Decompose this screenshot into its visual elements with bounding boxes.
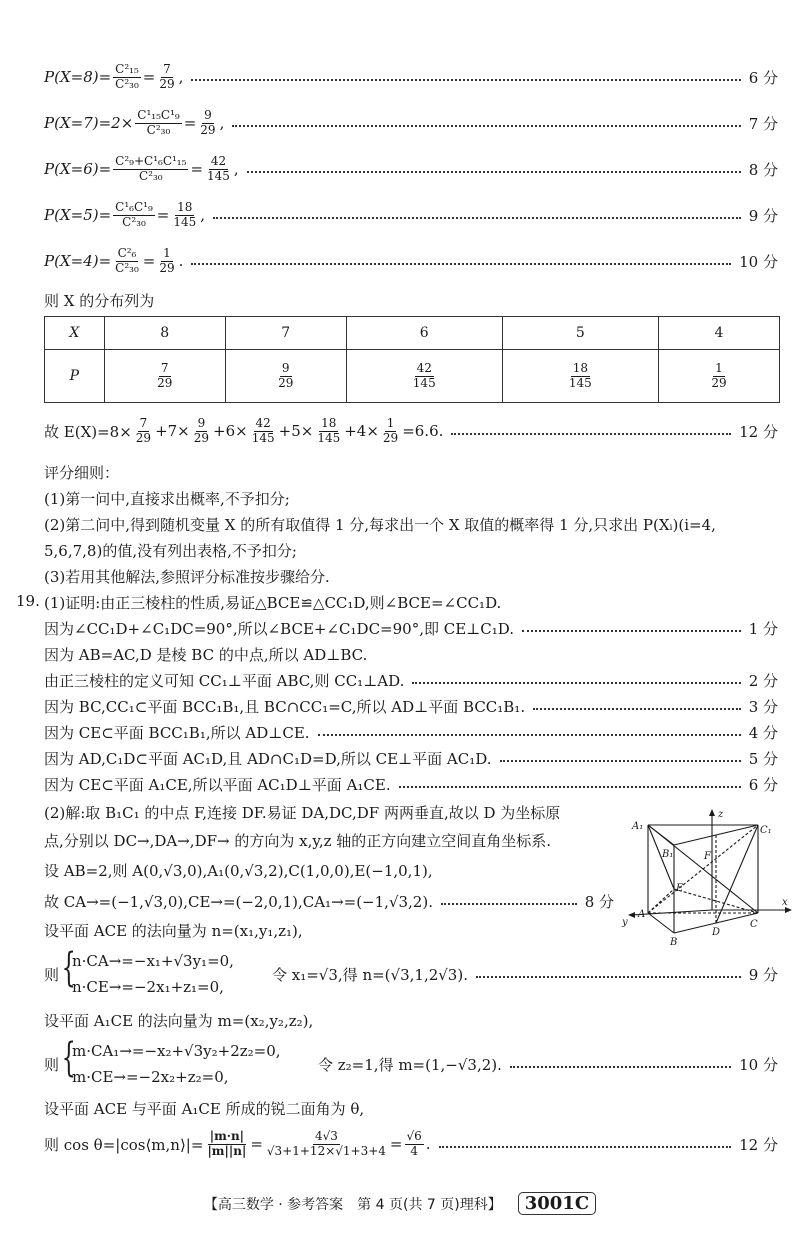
- term: +5×: [278, 422, 314, 440]
- prob-lhs: P(X=4)=: [44, 252, 112, 270]
- leader-dots: [441, 902, 577, 905]
- frac-num: 18: [572, 360, 588, 375]
- table-cell: 6: [346, 317, 502, 350]
- expectation-line: [44, 414, 778, 448]
- table-header-x: X: [45, 317, 105, 350]
- score: 2 分: [748, 671, 778, 690]
- rubric-title: 评分细则：: [44, 464, 120, 482]
- rubric-item: (1)第一问中,直接求出概率,不予扣分;: [44, 490, 290, 508]
- frac-num: 1: [715, 360, 723, 375]
- label-a1: A₁: [632, 821, 644, 832]
- proof-text: 因为∠CC₁D+∠C₁DC=90°,所以∠BCE+∠C₁DC=90°,即 CE⊥C₁D.: [44, 619, 515, 638]
- frac-num: 9: [197, 415, 206, 430]
- proof-line: [44, 668, 778, 692]
- table-cell: [225, 350, 346, 403]
- label-z: z: [718, 809, 724, 820]
- frac-num: 7: [163, 61, 171, 76]
- frac-den: 4: [410, 1143, 418, 1158]
- vector-text: 故 CA→=(−1,√3,0),CE→=(−2,0,1),CA₁→=(−1,√3,2).: [44, 892, 433, 911]
- comb-fraction: [113, 63, 141, 92]
- leader-dots: [412, 681, 740, 684]
- punct: .: [178, 252, 184, 270]
- prob-line-x8: [44, 62, 778, 92]
- z-arrow-icon: [709, 809, 715, 816]
- proof-text: 因为 CE⊂平面 A₁CE,所以平面 AC₁D⊥平面 A₁CE.: [44, 775, 391, 794]
- frac-num: 7: [160, 360, 169, 375]
- punct: .: [425, 1135, 431, 1153]
- comb-fraction: [113, 247, 141, 276]
- proof-line: (1)证明:由正三棱柱的性质,易证△BCE≌△CC₁D,则∠BCE=∠CC₁D.: [44, 594, 502, 612]
- frac-den: 29: [159, 260, 175, 275]
- solution-line: 设平面 ACE 与平面 A₁CE 所成的锐二面角为 θ,: [44, 1100, 365, 1118]
- term: +4×: [344, 422, 379, 440]
- leader-dots: [522, 629, 741, 632]
- frac-num: √6: [406, 1128, 422, 1143]
- frac-num: 7: [139, 415, 148, 430]
- frac-num: C²₉+C¹₆C¹₁₅: [115, 153, 187, 168]
- proof-line: [44, 720, 778, 744]
- score: 8 分: [584, 892, 614, 911]
- table-row-x: [45, 317, 780, 350]
- proof-text: 因为 AD,C₁D⊂平面 AC₁D,且 AD∩C₁D=D,所以 CE⊥平面 AC₁D.: [44, 749, 492, 768]
- prob-lhs: P(X=8)=: [44, 68, 112, 86]
- comb-fraction: [113, 155, 188, 184]
- y-arrow-icon: [628, 912, 635, 918]
- leader-dots: [439, 1145, 732, 1148]
- frac-num: C²₆: [117, 245, 137, 260]
- proof-text: 由正三棱柱的定义可知 CC₁⊥平面 ABC,则 CC₁⊥AD.: [44, 671, 405, 690]
- frac-num: C¹₁₅C¹₉: [137, 107, 180, 122]
- system-label: 则: [44, 1056, 60, 1074]
- proof-line: 因为 AB=AC,D 是棱 BC 的中点,所以 AD⊥BC.: [44, 646, 368, 664]
- system-eq: n·CA→=−x₁+√3y₁=0,: [72, 952, 234, 970]
- leader-dots: [191, 78, 740, 81]
- rubric-item: (3)若用其他解法,参照评分标准按步骤给分.: [44, 568, 330, 586]
- leader-dots: [476, 975, 741, 978]
- score: 8 分: [748, 160, 778, 179]
- frac-num: C²₁₅: [115, 61, 139, 76]
- frac-den: 29: [278, 375, 294, 390]
- leader-dots: [399, 785, 741, 788]
- table-cell: [502, 350, 658, 403]
- leader-dots: [500, 759, 741, 762]
- label-b1: B₁: [662, 849, 674, 860]
- score: 12 分: [739, 422, 778, 441]
- frac-den: 145: [568, 375, 592, 390]
- score: 9 分: [748, 965, 778, 984]
- prob-lhs: P(X=7)=2×: [44, 114, 134, 132]
- table-cell: 8: [104, 317, 225, 350]
- result-text: 令 z₂=1,得 m=(1,−√3,2).: [318, 1055, 502, 1074]
- frac-den: 29: [135, 430, 152, 445]
- frac-den: 29: [193, 430, 210, 445]
- label-e: E: [676, 883, 684, 894]
- table-cell: 5: [502, 317, 658, 350]
- equals: =: [389, 1135, 403, 1153]
- result-fraction: [198, 109, 217, 138]
- leader-dots: [510, 1065, 731, 1068]
- frac-num: C¹₆C¹₉: [115, 199, 153, 214]
- frac-num: 42: [416, 360, 432, 375]
- frac-den: 145: [173, 214, 197, 229]
- frac-den: 145: [251, 430, 275, 445]
- label-y: y: [622, 917, 628, 928]
- prism-figure: [618, 805, 792, 955]
- system-eq: n·CE→=−2x₁+z₁=0,: [72, 978, 224, 996]
- prob-line-x6: [44, 154, 778, 184]
- page-footer: [0, 1192, 800, 1215]
- frac-den: 29: [200, 122, 216, 137]
- frac-den: 29: [157, 375, 173, 390]
- label-f: F: [704, 851, 711, 862]
- line-ae: [648, 889, 674, 913]
- proof-text: 因为 CE⊂平面 BCC₁B₁,所以 AD⊥CE.: [44, 723, 310, 742]
- proof-line: [44, 746, 778, 770]
- frac-num: 18: [177, 199, 193, 214]
- punct: ,: [233, 160, 239, 178]
- score: 10 分: [739, 1055, 778, 1074]
- frac-den: 29: [382, 430, 399, 445]
- prob-line-x5: [44, 200, 778, 230]
- frac-den: 29: [711, 375, 727, 390]
- paper-code: 3001C: [518, 1192, 596, 1215]
- prob-lhs: P(X=6)=: [44, 160, 112, 178]
- equals: =: [190, 160, 204, 178]
- frac-den: √3+1+12×√1+3+4: [266, 1143, 386, 1158]
- table-cell: [346, 350, 502, 403]
- frac-den: C²₃₀: [115, 76, 139, 91]
- distribution-intro: 则 X 的分布列为: [44, 292, 155, 310]
- solution-line: 设平面 ACE 的法向量为 n=(x₁,y₁,z₁),: [44, 922, 303, 940]
- solution-line: (2)解:取 B₁C₁ 的中点 F,连接 DF.易证 DA,DC,DF 两两垂直,故以 D 为坐标原: [44, 804, 561, 822]
- leader-dots: [533, 707, 741, 710]
- system-label: 则: [44, 966, 60, 984]
- score: 7 分: [748, 114, 778, 133]
- table-cell: 4: [658, 317, 779, 350]
- frac-den: 145: [412, 375, 436, 390]
- punct: ,: [178, 68, 184, 86]
- leader-dots: [451, 432, 731, 435]
- frac-num: 18: [321, 415, 337, 430]
- frac-den: 145: [317, 430, 341, 445]
- frac-num: 9: [204, 107, 212, 122]
- frac-num: 9: [281, 360, 290, 375]
- rubric-item: (2)第二问中,得到随机变量 X 的所有取值得 1 分,每求出一个 X 取值的概率得 1 分,只求出 P(Xᵢ)(i=4,: [44, 516, 716, 534]
- frac-den: C²₃₀: [138, 168, 163, 183]
- frac-den: C²₃₀: [122, 214, 146, 229]
- solution-line: [44, 888, 614, 914]
- proof-text: 因为 BC,CC₁⊂平面 BCC₁B₁,且 BC∩CC₁=C,所以 AD⊥平面 BCC₁B₁.: [44, 697, 526, 716]
- question-number: 19.: [16, 592, 40, 610]
- frac-num: |m·n|: [209, 1128, 245, 1143]
- comb-fraction: [135, 109, 181, 138]
- label-a: A: [638, 909, 646, 920]
- brace-icon: {: [61, 945, 76, 991]
- frac-den: 29: [159, 76, 175, 91]
- score: 1 分: [748, 619, 778, 638]
- frac-den: |m||n|: [207, 1143, 247, 1158]
- leader-dots: [232, 124, 740, 127]
- equals: =: [250, 1135, 263, 1153]
- solution-line: 设 AB=2,则 A(0,√3,0),A₁(0,√3,2),C(1,0,0),E(−1,0,1),: [44, 862, 433, 880]
- frac-den: C²₃₀: [115, 260, 139, 275]
- system-eq: m·CA₁→=−x₂+√3y₂+2z₂=0,: [72, 1042, 281, 1060]
- solution-line: 设平面 A₁CE 的法向量为 m=(x₂,y₂,z₂),: [44, 1012, 314, 1030]
- leader-dots: [191, 262, 731, 265]
- result-fraction: [157, 247, 176, 276]
- frac-num: 42: [255, 415, 271, 430]
- table-cell: 7: [225, 317, 346, 350]
- score: 5 分: [748, 749, 778, 768]
- equals: =: [156, 206, 170, 224]
- proof-line: [44, 616, 778, 640]
- score: 9 分: [748, 206, 778, 225]
- expectation-prefix: 故 E(X)=8×: [44, 422, 132, 441]
- score: 12 分: [739, 1135, 778, 1154]
- frac-den: C²₃₀: [146, 122, 171, 137]
- label-b: B: [670, 937, 678, 948]
- punct: ,: [219, 114, 225, 132]
- cos-lhs: 则 cos θ=|cos⟨m,n⟩|=: [44, 1135, 204, 1154]
- cos-line: [44, 1124, 778, 1164]
- leader-dots: [247, 170, 741, 173]
- punct: ,: [200, 206, 206, 224]
- prob-lhs: P(X=5)=: [44, 206, 112, 224]
- leader-dots: [318, 733, 741, 736]
- score: 3 分: [748, 697, 778, 716]
- table-cell: [104, 350, 225, 403]
- frac-num: 1: [163, 245, 171, 260]
- edge-ab: [648, 913, 674, 933]
- equals: =: [142, 252, 156, 270]
- result-fraction: [205, 155, 232, 184]
- label-x: x: [782, 897, 788, 908]
- rubric-item: 5,6,7,8)的值,没有列出表格,不予扣分;: [44, 542, 297, 560]
- result-text: 令 x₁=√3,得 n=(√3,1,2√3).: [272, 965, 468, 984]
- equals: =: [142, 68, 156, 86]
- proof-line: [44, 694, 778, 718]
- score: 6 分: [748, 68, 778, 87]
- equals: =: [183, 114, 197, 132]
- system-result: [318, 1052, 778, 1076]
- score: 6 分: [748, 775, 778, 794]
- table-header-p: P: [45, 350, 105, 403]
- table-row-p: [45, 350, 780, 403]
- frac-num: 1: [386, 415, 395, 430]
- comb-fraction: [113, 201, 155, 230]
- label-c1: C₁: [760, 825, 772, 836]
- brace-icon: {: [61, 1035, 76, 1081]
- system-result: [272, 962, 778, 986]
- frac-num: 4√3: [314, 1128, 338, 1143]
- label-c: C: [750, 919, 758, 930]
- score: 4 分: [748, 723, 778, 742]
- distribution-table: [44, 316, 780, 403]
- solution-line: 点,分别以 DC→,DA→,DF→ 的方向为 x,y,z 轴的正方向建立空间直角坐标系.: [44, 832, 552, 850]
- leader-dots: [213, 216, 741, 219]
- table-cell: [658, 350, 779, 403]
- term: +7×: [155, 422, 190, 440]
- prob-line-x7: [44, 108, 778, 138]
- proof-line: [44, 772, 778, 796]
- expectation-result: =6.6.: [402, 422, 444, 440]
- system-eq: m·CE→=−2x₂+z₂=0,: [72, 1068, 229, 1086]
- result-fraction: [157, 63, 176, 92]
- frac-num: 42: [210, 153, 227, 168]
- prob-line-x4: [44, 246, 778, 276]
- score: 10 分: [739, 252, 778, 271]
- term: +6×: [213, 422, 248, 440]
- footer-text: 【高三数学 · 参考答案 第 4 页(共 7 页)理科】: [203, 1196, 502, 1213]
- frac-den: 145: [207, 168, 230, 183]
- label-d: D: [712, 927, 721, 938]
- result-fraction: [171, 201, 198, 230]
